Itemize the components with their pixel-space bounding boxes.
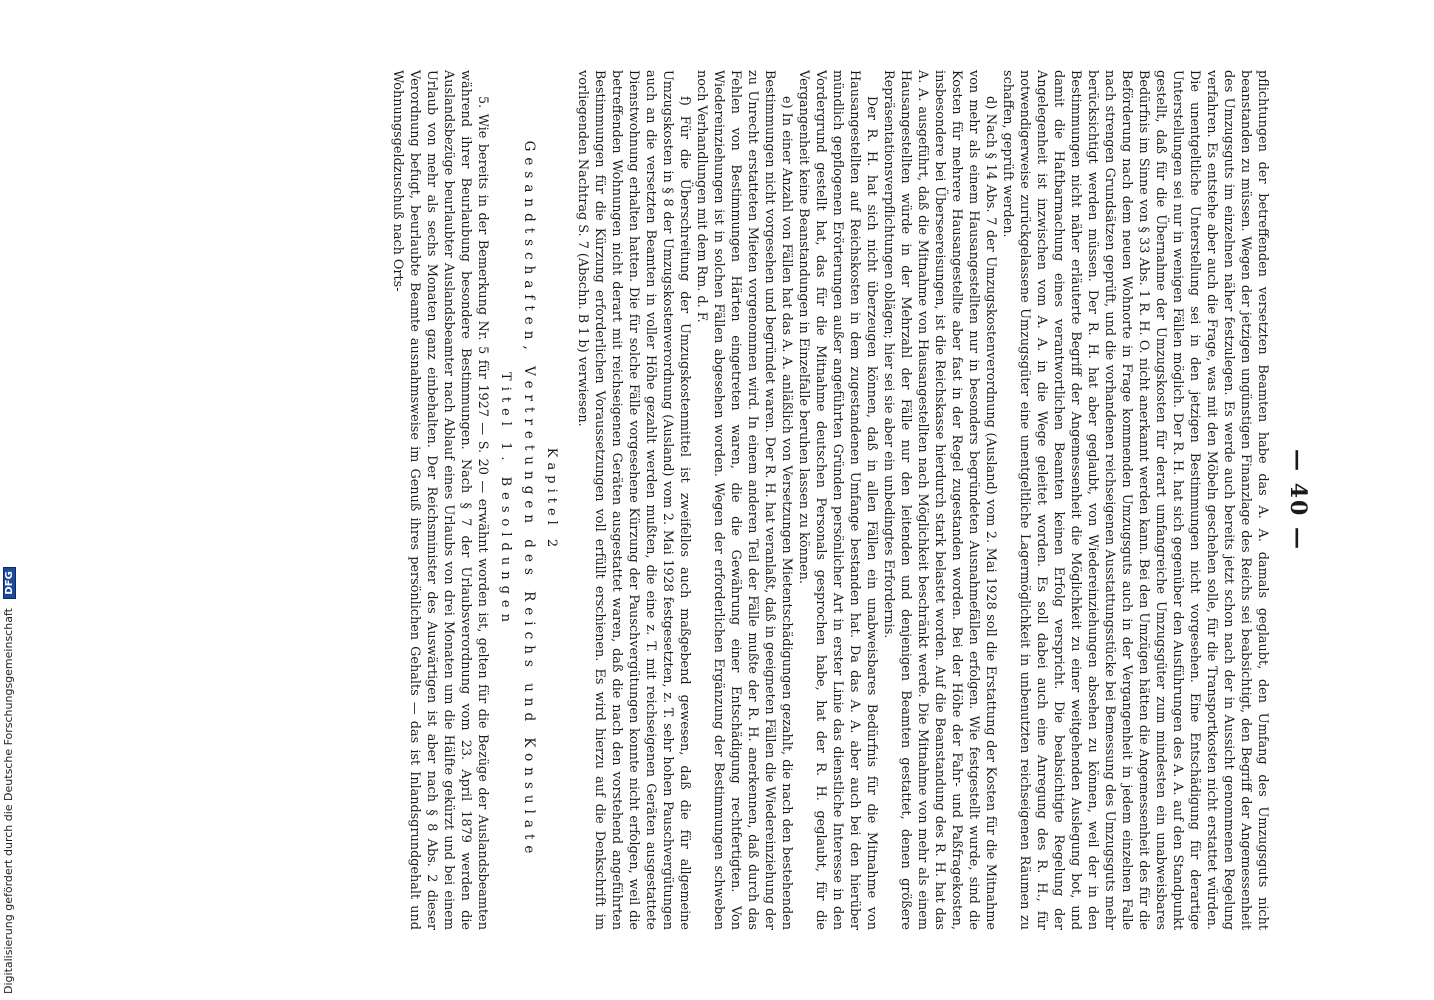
paragraph: Der R. H. hat sich nicht überzeugen können, daß in allen Fällen ein unabweisbares Bedürfnis für die Mitnahme von Hausangestellten auf Reichskosten in dem zugestandenen Umfange bestanden hat. Da das A. A. aber auch bei den hierüber mündlich gepflogenen Erörterungen außer angeführten Gründen persönlicher Art in erster Linie das dienstliche Interesse in den Vordergrund gestellt hat, das für die Mitnahme deutschen Personals gesprochen habe, hat der R. H. geglaubt, für die Vergangenheit keine Beanstandungen in Einzelfalle beruhen lassen zu können. [796, 70, 879, 930]
paragraph: d) Nach § 14 Abs. 7 der Umzugskostenverordnung (Ausland) vom 2. Mai 1928 soll die Erstattung der Kosten für die Mitnahme von mehr als einem Hausangestellten nur in besonders begründeten Ausnahmefällen erfolgen. Wie festgestellt wurde, sind die Kosten für mehrere Hausangestellte aber fast in der Regel zugestanden worden. Bei der Höhe der Fahr- und Paßfragekosten, insbesondere bei Überseereisungen, ist die Reichskasse hierdurch stark belastet worden. Auf die Beanstandung des R. H. hat das A. A. ausgeführt, daß die Mitnahme von Hausangestellten nach Möglichkeit beschränkt werde. Die Mitnahme von mehr als einem Hausangestellten würde in der Mehrzahl der Fälle nur den leitenden und denjenigen Beamten gestattet, denen größere Repräsentationsverpflichtungen oblägen; hier sei sie aber ein unbedingtes Erfordernis. [881, 70, 998, 930]
chapter-heading-block [497, 70, 560, 930]
digitization-credit [2, 4, 20, 994]
chapter-label: Kapitel 2 [544, 447, 559, 553]
paragraph: 5. Wie bereits in der Bemerkung Nr. 5 für 1927 — S. 20 — erwähnt worden ist, gelten für die Bezüge der Auslandsbeamten während ihrer Beurlaubung besondere Bestimmungen. Nach § 7 der Urlaubsverordnung vom 23. April 1879 werden die Auslandsbezüge beurlaubter Auslandsbeamter nach Ablauf eines Urlaubs von drei Monaten um die Hälfte gekürzt und bei einem Urlaub von mehr als sechs Monaten ganz einbehalten. Der Reichsminister des Auswärtigen ist aber nach § 8 Abs. 2 dieser Verordnung befugt, beurlaubte Beamte ausnahmsweise im Genuß ihres persönlichen Gehalts — das ist Inlandsgrundgehalt und Wohnungsgeldzuschuß nach Orts- [390, 70, 490, 930]
rotated-page [155, 40, 1315, 960]
section-title: Titel 1. Besoldungen [498, 372, 513, 628]
paragraph: e) In einer Anzahl von Fällen hat das A. A. anläßlich von Versetzungen Mietentschädigungen gezahlt, die nach den bestehenden Bestimmungen nicht vorgesehen und begründet waren. Der R. H. hat veranlaßt, daß in geeigneten Fällen die Wiedereinziehung der zu Unrecht erstatteten Mieten vorgenommen wird. In einem anderen Teil der Fälle mußte der R. H. anerkennen, daß durch das Fehlen von Bestimmungen Härten eingetreten waren, die die Gewährung einer Entschädigung rechtfertigten. Von Wiedereinziehungen ist in solchen Fällen abgesehen worden. Wegen der erforderlichen Ergänzung der Bestimmungen schweben noch Verhandlungen mit dem Rm. d. F. [694, 70, 794, 930]
paragraph: pflichtungen der betreffenden versetzten Beamten habe das A. A. damals geglaubt, den Umfang des Umzugsguts nicht beanstanden zu müssen. Wegen der jetzigen ungünstigen Finanzlage des Reichs sei beabsichtigt, den Begriff der Angemessenheit des Umzugsguts im einzelnen näher festzulegen. Es werde auch bereits jetzt schon nach der in Aussicht genommenen Regelung verfahren. Es entstehe aber auch die Frage, was mit den Möbeln geschehen solle, für die Transportkosten nicht erstattet würden. Die unentgeltliche Unterstellung sei in den jetzigen Bestimmungen nicht vorgesehen. Eine Entschädigung für derartige Unterstellungen sei nur in wenigen Fällen möglich. Der R. H. hat sich gegenüber den Ausführungen des A. A. auf den Standpunkt gestellt, daß für die Übernahme der Umzugskosten für derart umfangreiche Umzugsgüter zum mindesten ein unabweisbares Bedürfnis im Sinne von § 33 Abs. 1 R. H. O. nicht anerkannt werden kann. Bei den Umzügen hätten die Angemessenheit des für die Beförderung nach dem neuen Wohnorte in Frage kommenden Umzugsguts auch in der Vergangenheit in jedem einzelnen Falle nach strengen Grundsätzen geprüft, und die vorhandenen reichseigenen Ausstattungsstücke bei Bemessung des Umzugsguts mehr berücksichtigt werden müssen. Der R. H. hat aber geglaubt, von Wiedereinziehungen absehen zu können, weil der in den Bestimmungen nicht näher erläuterte Begriff der Angemessenheit die Möglichkeit zu einer weitgehenden Auslegung bot, und damit die Haftbarmachung eines verantwortlichen Beamten keinen Erfolg verspricht. Die beabsichtigte Regelung der Angelegenheit ist inzwischen vom A. A. in die Wege geleitet worden. Es soll dabei auch eine Anregung des R. H., für notwendigerweise zurückgelassene Umzugsgüter eine unentgeltliche Lagermöglichkeit in unbenutzten reichseigenen Räumen zu schaffen, geprüft werden. [1000, 70, 1270, 930]
document-body [389, 70, 1271, 930]
credit-text: Digitalisierung gefördert durch die Deutsche Forschungsgemeinschaft [2, 608, 15, 994]
chapter-heading: Gesandtschaften, Vertretungen des Reichs und Konsulate [521, 140, 537, 860]
dfg-logo: DFG [3, 567, 16, 598]
paragraph: f) Für die Überschreitung der Umzugskostenmittel ist zweifellos auch maßgebend gewesen, daß die für allgemeine Umzugskosten in § 8 der Umzugskostenverordnung (Ausland) vom 2. Mai 1928 festgesetzten, z. T. sehr hohen Pauschvergütungen auch an die versetzten Beamten in voller Höhe gezahlt werden mußten, die eine z. T. mit reichseigenen Geräten ausgestattete Dienstwohnung erhalten hatten. Die für solche Fälle vorgesehene Kürzung der Pauschvergütungen konnte nicht erfolgen, weil die betreffenden Wohnungen nicht derart mit reichseigenen Geräten ausgestattet waren, daß die nach den vorstehend angeführten Bestimmungen für die Kürzung erforderlichen Voraussetzungen voll erfüllt erschienen. Es wird hierzu auf die Denkschrift im vorliegenden Nachtrag S. 7 (Abschn. B 1 b) verwiesen. [575, 70, 692, 930]
page-number: — 40 — [1285, 449, 1311, 551]
